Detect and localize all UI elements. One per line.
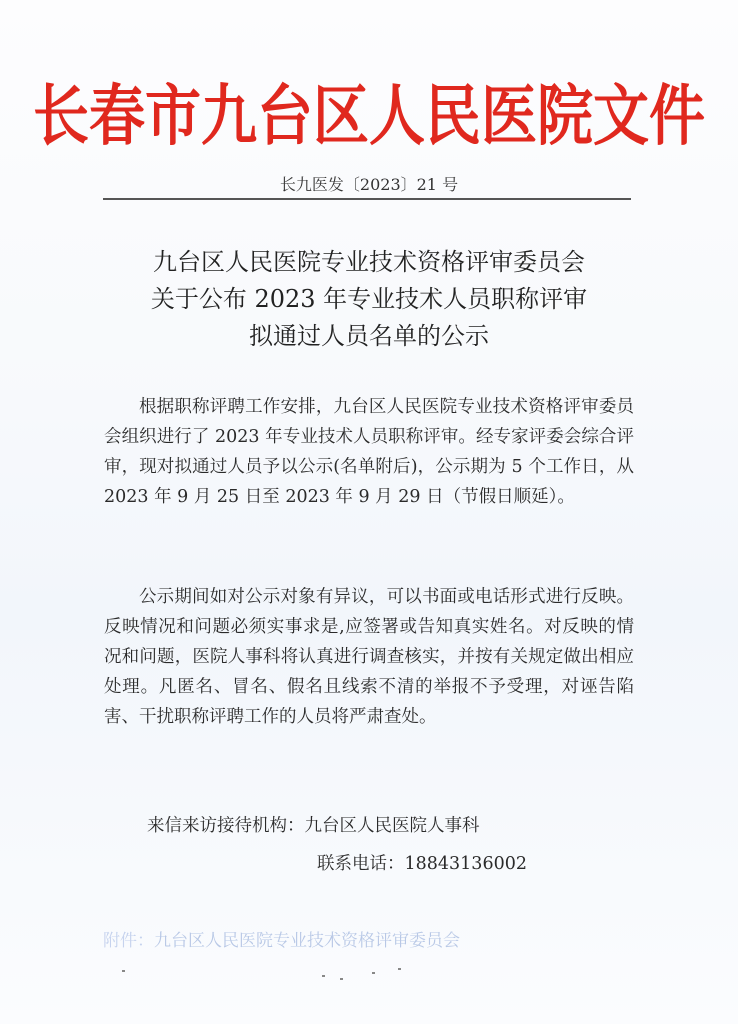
- contact-phone-value: 18843136002: [404, 854, 527, 874]
- scan-speck: [122, 970, 125, 972]
- contact-org-label: 来信来访接待机构：: [147, 816, 305, 836]
- notice-title: [0, 244, 738, 355]
- notice-title-line-1: 九台区人民医院专业技术资格评审委员会: [153, 248, 585, 276]
- attachment-text: 九台区人民医院专业技术资格评审委员会: [154, 931, 460, 951]
- scan-speck: [372, 972, 375, 974]
- body-paragraph-1: 根据职称评聘工作安排，九台区人民医院专业技术资格评审委员会组织进行了 2023 年专业技术人员职称评审。经专家评委会综合评审，现对拟通过人员予以公示(名单附后)，公示期为 5 个工作日，从 2023 年 9 月 25 日至 2023 年 9 月 29 日（节假日顺延）。: [104, 397, 634, 507]
- document-number: 长九医发〔2023〕21 号: [279, 175, 459, 194]
- contact-org-value: 九台区人民医院人事科: [304, 816, 480, 836]
- header-divider: [103, 198, 631, 200]
- attachment-line: [103, 926, 460, 951]
- notice-title-line-3: 拟通过人员名单的公示: [249, 322, 489, 350]
- contact-organization: [147, 812, 480, 837]
- attachment-label: 附件：: [103, 931, 154, 951]
- body-paragraph-2: 公示期间如对公示对象有异议，可以书面或电话形式进行反映。反映情况和问题必须实事求是,应签署或告知真实姓名。对反映的情况和问题，医院人事科将认真进行调查核实，并按有关规定做出相应处理。凡匿名、冒名、假名且线索不清的举报不予受理，对诬告陷害、干扰职称评聘工作的人员将严肃查处。: [104, 587, 634, 727]
- document-header-title: 长春市九台区人民医院文件: [33, 78, 705, 155]
- contact-phone-label: 联系电话：: [317, 854, 405, 874]
- notice-title-line-2: 关于公布 2023 年专业技术人员职称评审: [150, 285, 588, 313]
- scan-speck: [398, 968, 401, 970]
- contact-phone: [317, 850, 527, 875]
- scan-speck: [340, 978, 343, 980]
- scan-speck: [322, 975, 325, 977]
